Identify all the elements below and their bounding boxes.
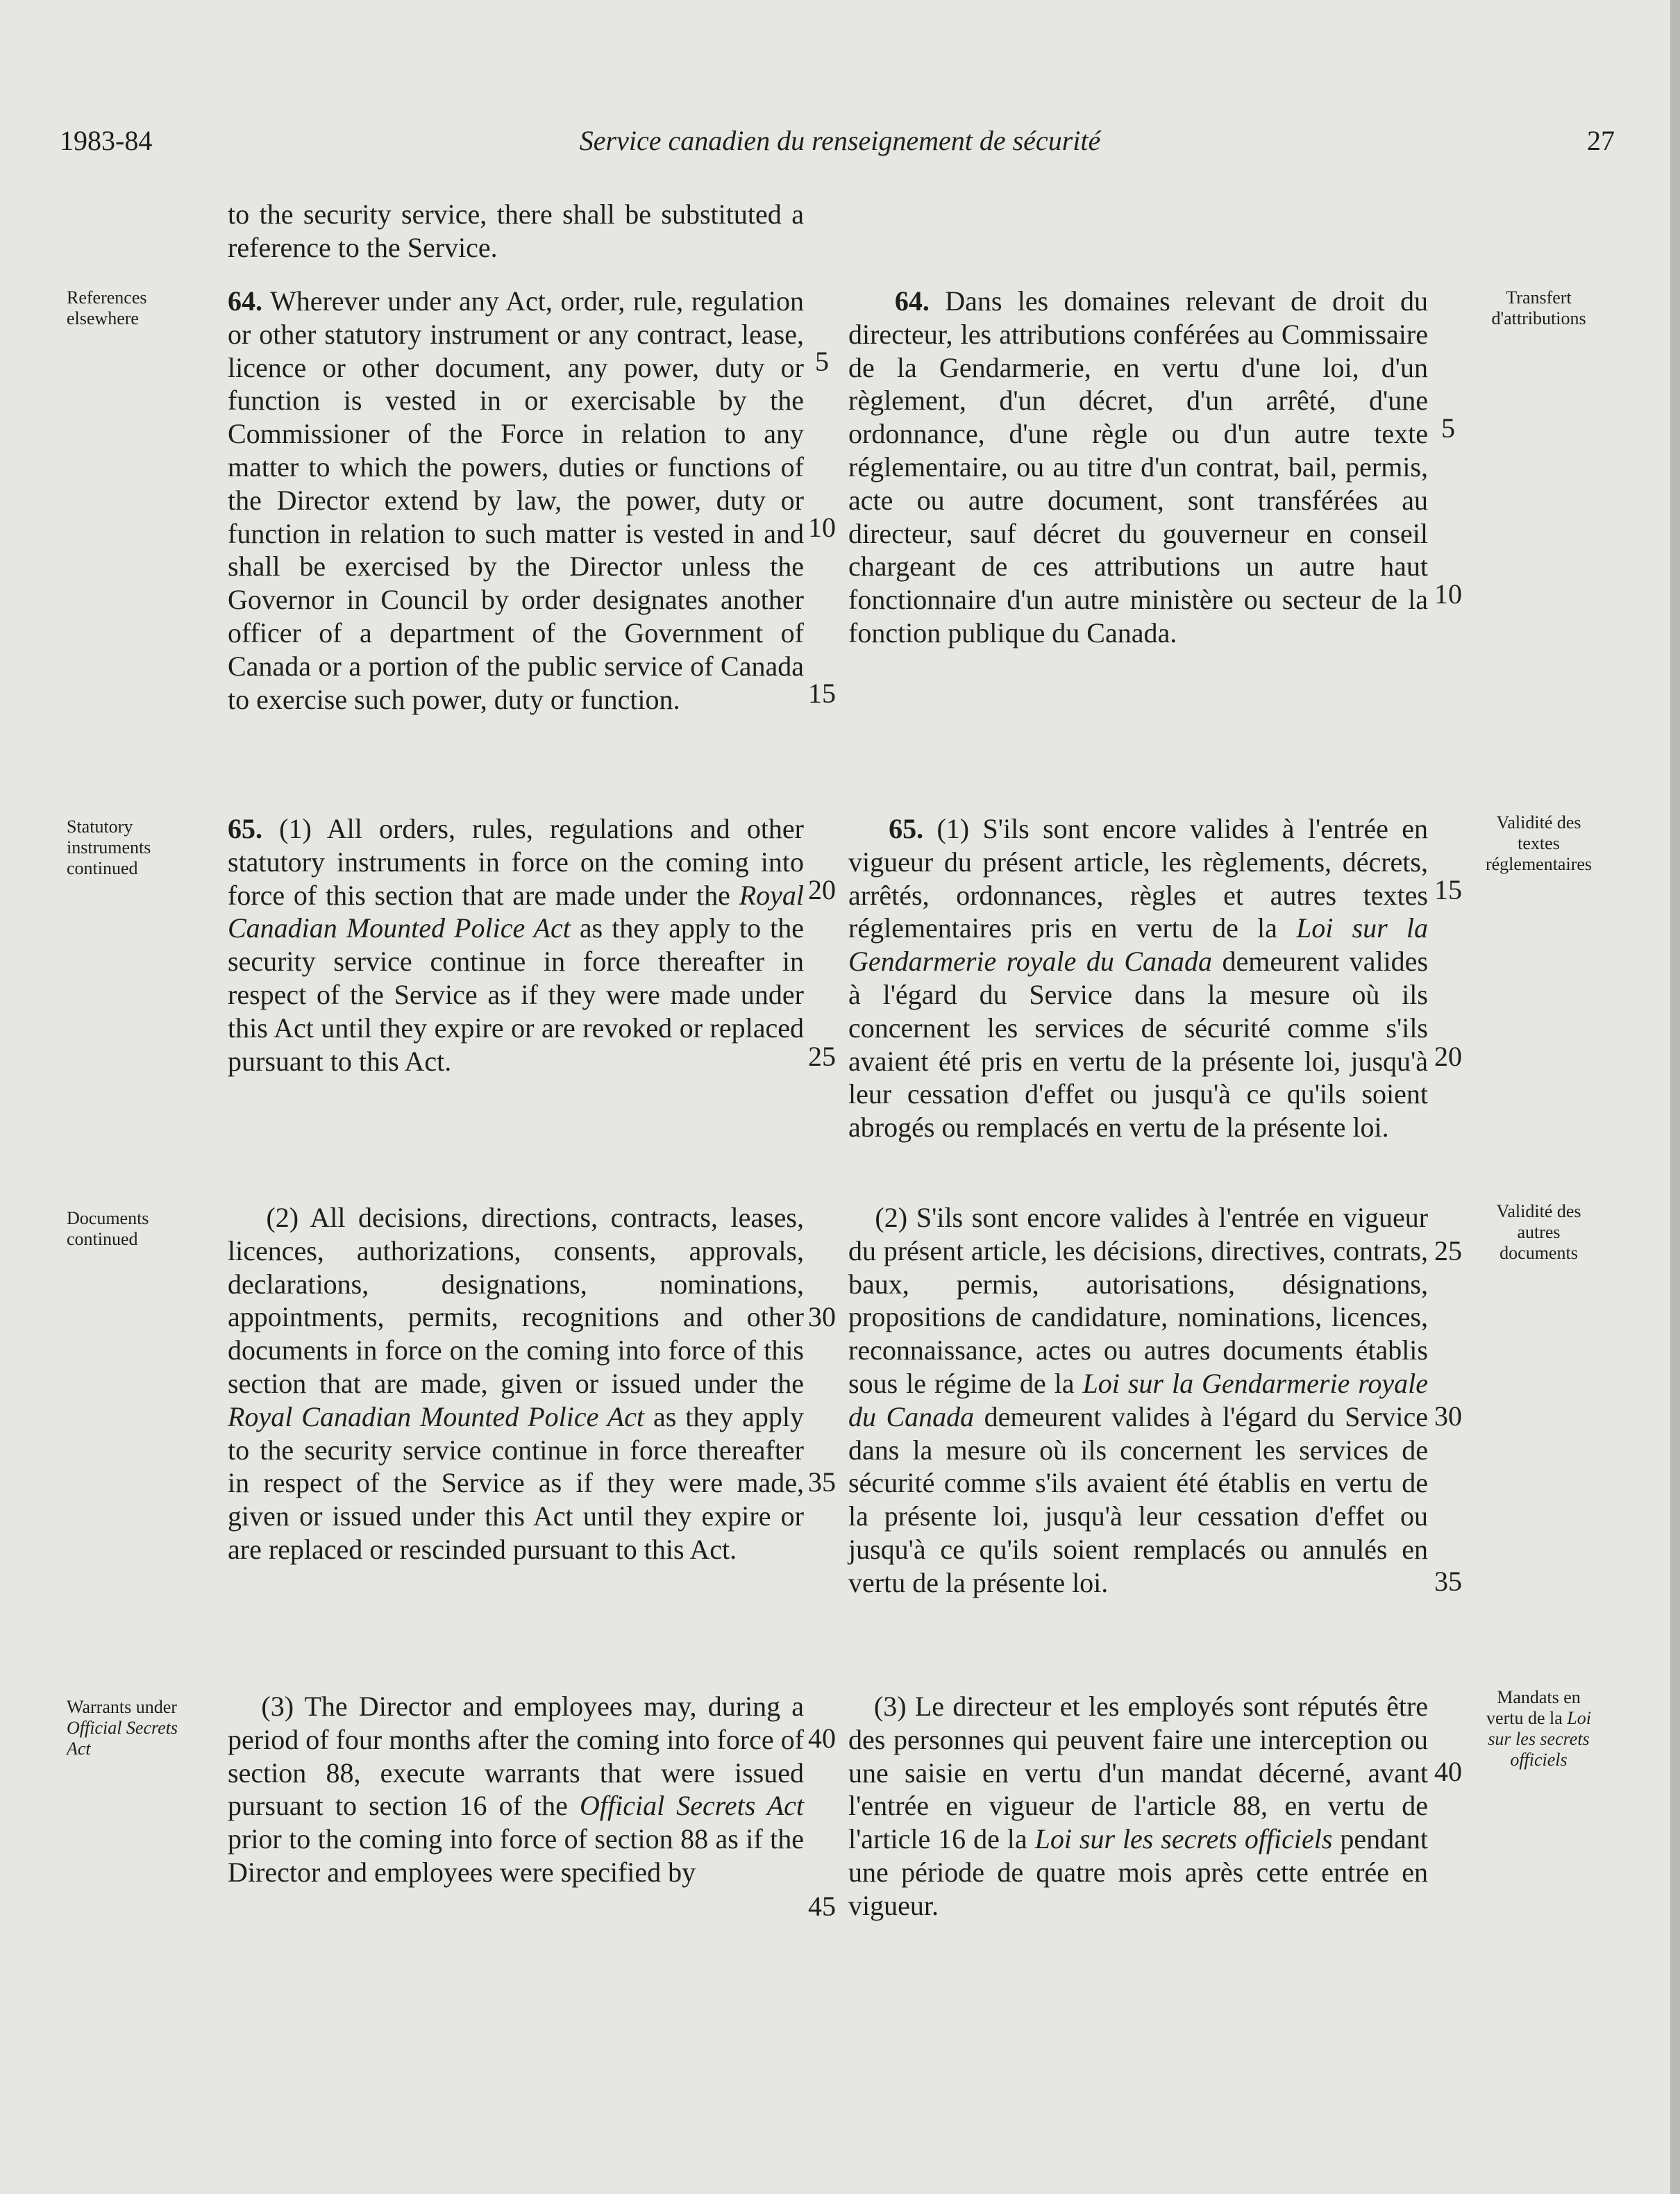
margin-note-transfert: Transfert d'attributions: [1491, 287, 1586, 328]
page-number: 27: [1587, 125, 1615, 156]
english-section-65-3: (3) The Director and employees may, during a period of four months after the coming into force of section 88, execute warrants that were issued pursuant to section 16 of the Official Secrets Act prior to the coming into force of section 88 as if the Director and employees were specified by: [228, 1691, 805, 1888]
line-number: 30: [1434, 1400, 1462, 1432]
line-number: 35: [808, 1466, 836, 1498]
margin-note-warrants: Warrants under Official Secrets Act: [67, 1697, 178, 1759]
line-number: 5: [1441, 412, 1455, 444]
header-year: 1983-84: [60, 125, 153, 156]
english-section-64: 64. Wherever under any Act, order, rule, regulation or other statutory instrument or any contract, lease, licence or other document, any power, duty or function is vested in or exercisable by the Commissioner of the Force in relation to any matter to which the powers, duties or functions of the Director extend by law, the power, duty or function in relation to such matter is vested in and shall be exercised by the Director unless the Governor in Council by order designates another officer of a department of the Government of Canada or a portion of the public service of Canada to exercise such power, duty or function.: [228, 285, 805, 715]
line-number: 35: [1434, 1566, 1462, 1597]
margin-note-documents-continued: Documents continued: [67, 1208, 149, 1249]
header-title: Service canadien du renseignement de sécurité: [579, 125, 1101, 156]
margin-note-references-elsewhere: References elsewhere: [67, 287, 147, 328]
line-number: 10: [1434, 578, 1462, 610]
line-number: 20: [808, 874, 836, 905]
line-number: 25: [808, 1041, 836, 1072]
line-number: 15: [1434, 874, 1462, 905]
line-number: 45: [808, 1891, 836, 1922]
french-section-64: 64. Dans les domaines relevant de droit du directeur, les attributions conférées au Commissaire de la Gendarmerie, en vertu d'une loi, d'un règlement, d'un décret, d'un arrêté, d'une ordonnance, d'une règle ou d'un autre texte réglementaire, ou au titre d'un contrat, bail, permis, acte ou autre document, sont transférées au directeur, sauf décret du gouverneur en conseil chargeant de ces attributions un autre haut fonctionnaire d'un autre ministère ou secteur de la fonction publique du Canada.: [848, 285, 1429, 648]
margin-note-statutory-instruments: Statutory instruments continued: [67, 817, 151, 878]
english-section-65-1: 65. (1) All orders, rules, regulations and other statutory instruments in force on the coming into force of this section that are made under the Royal Canadian Mounted Police Act as they apply to the security service continue in force thereafter in respect of the Service as if they were made under this Act until they expire or are revoked or replaced pursuant to this Act.: [228, 813, 805, 1077]
line-number: 10: [808, 512, 836, 543]
line-number: 20: [1434, 1041, 1462, 1072]
line-number: 30: [808, 1301, 836, 1332]
line-number: 40: [1434, 1756, 1462, 1787]
margin-note-mandats: Mandats en vertu de la Loi sur les secrets officiels: [1486, 1687, 1591, 1770]
french-section-65-3: (3) Le directeur et les employés sont réputés être des personnes qui peuvent faire une interception ou une saisie en vertu d'un mandat décerné, avant l'entrée en vigueur de l'article 88, en vertu de l'article 16 de la Loi sur les secrets officiels pendant une période de quatre mois après cette entrée en vigueur.: [848, 1691, 1429, 1921]
page-edge: [1670, 0, 1680, 2194]
line-number: 15: [808, 678, 836, 709]
margin-note-validite-documents: Validité des autres documents: [1496, 1201, 1581, 1263]
english-section-65-2: (2) All decisions, directions, contracts, leases, licences, authorizations, consents, approvals, declarations, designations, nominations, appointments, permits, recognitions and other documents in force on the coming into force of this section that are made, given or issued under the Royal Canadian Mounted Police Act as they apply to the security service continue in force thereafter in respect of the Service as if they were made, given or issued under this Act until they expire or are replaced or rescinded pursuant to this Act.: [228, 1202, 805, 1565]
line-number: 40: [808, 1723, 836, 1754]
french-section-65-2: (2) S'ils sont encore valides à l'entrée en vigueur du présent article, les décisions, directives, contrats, baux, permis, autorisations, désignations, propositions de candidature, nominations, licences, reconnaissance, actes ou autres documents établis sous le régime de la Loi sur la Gendarmerie royale du Canada demeurent valides à l'égard du Service dans la mesure où ils concernent les services de sécurité comme s'ils avaient été établis en vertu de la présente loi, jusqu'à leur cessation d'effet ou jusqu'à ce qu'ils soient remplacés ou annulés en vertu de la présente loi.: [848, 1202, 1429, 1598]
french-section-65-1: 65. (1) S'ils sont encore valides à l'entrée en vigueur du présent article, les règlements, décrets, arrêtés, ordonnances, règles et autres textes réglementaires pris en vertu de la Loi sur la Gendarmerie royale du Canada demeurent valides à l'égard du Service dans la mesure où ils concernent les services de sécurité comme s'ils avaient été pris en vertu de la présente loi, jusqu'à leur cessation d'effet ou jusqu'à ce qu'ils soient abrogés ou remplacés en vertu de la présente loi.: [848, 813, 1429, 1144]
english-intro: to the security service, there shall be substituted a reference to the Service.: [228, 199, 804, 263]
margin-note-validite-textes: Validité des textes réglementaires: [1485, 812, 1593, 874]
line-number: 5: [815, 346, 829, 377]
line-number: 25: [1434, 1235, 1462, 1266]
